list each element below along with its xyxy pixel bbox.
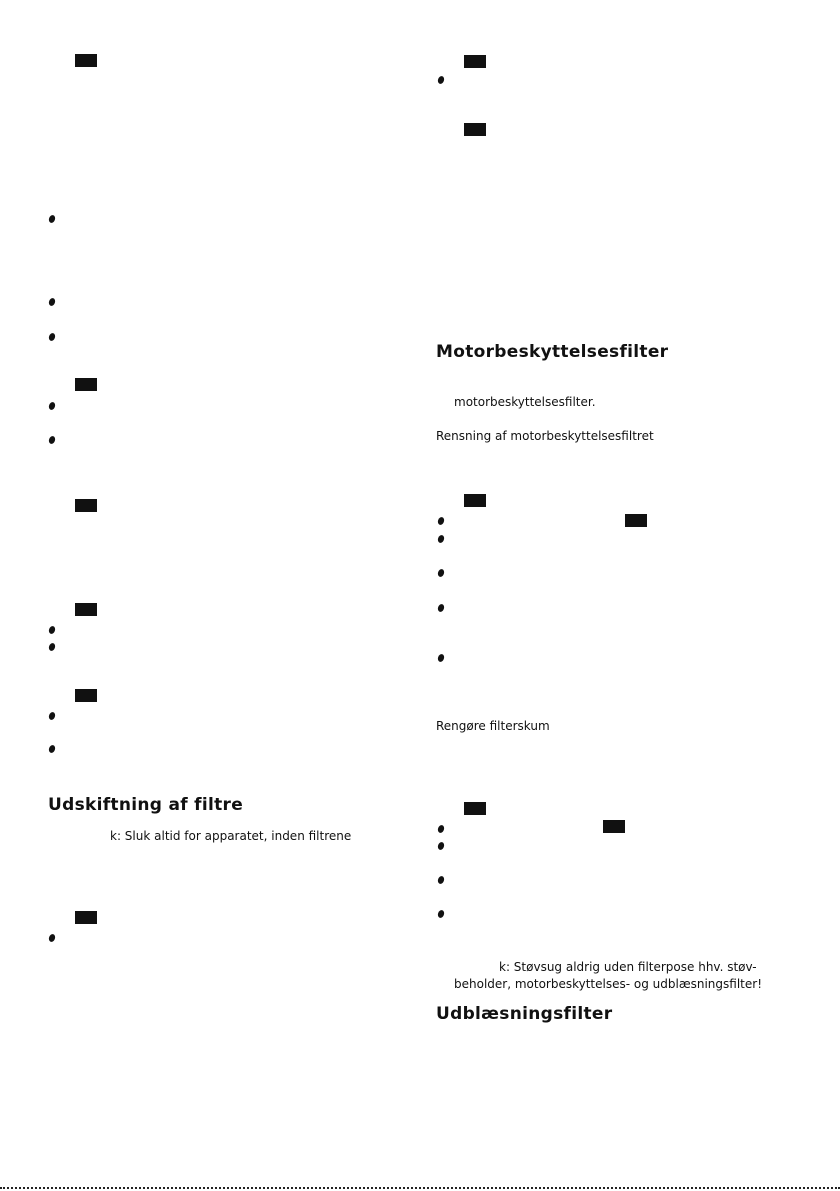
bullet (48, 933, 56, 943)
warning-stovsug-2: beholder, motorbeskyttelses- og udblæsningsfilter! (454, 977, 763, 991)
bullet (437, 603, 445, 613)
figure-marker (625, 514, 647, 527)
bullet (437, 568, 445, 578)
heading-udskiftning: Udskiftning af filtre (48, 795, 244, 815)
footer-rule (0, 1187, 840, 1189)
bullet (48, 401, 56, 411)
bullet (48, 332, 56, 342)
figure-marker (75, 911, 97, 924)
bullet (48, 214, 56, 224)
heading-rengore: Rengøre filterskum (436, 719, 550, 733)
bullet (437, 653, 445, 663)
figure-marker (603, 820, 625, 833)
figure-marker (75, 689, 97, 702)
figure-marker (464, 802, 486, 815)
bullet (48, 297, 56, 307)
bullet (48, 711, 56, 721)
bullet (437, 534, 445, 544)
motor-line: motorbeskyttelsesfilter. (454, 395, 596, 409)
heading-motorbeskyttelsesfilter: Motorbeskyttelsesfilter (436, 342, 669, 362)
warning-stovsug-1: k: Støvsug aldrig uden filterpose hhv. støv- (499, 960, 757, 974)
bullet (437, 909, 445, 919)
bullet (437, 75, 445, 85)
figure-marker (75, 603, 97, 616)
bullet (437, 841, 445, 851)
figure-marker (75, 54, 97, 67)
bullet (48, 642, 56, 652)
bullet (437, 875, 445, 885)
heading-rensning: Rensning af motorbeskyttelsesfiltret (436, 429, 654, 443)
bullet (48, 435, 56, 445)
warning-sluk: k: Sluk altid for apparatet, inden filtrene (110, 829, 352, 843)
bullet (437, 824, 445, 834)
figure-marker (464, 123, 486, 136)
figure-marker (75, 499, 97, 512)
bullet (48, 744, 56, 754)
figure-marker (75, 378, 97, 391)
bullet (437, 516, 445, 526)
heading-udblaesningsfilter: Udblæsningsfilter (436, 1004, 613, 1024)
figure-marker (464, 55, 486, 68)
bullet (48, 625, 56, 635)
figure-marker (464, 494, 486, 507)
